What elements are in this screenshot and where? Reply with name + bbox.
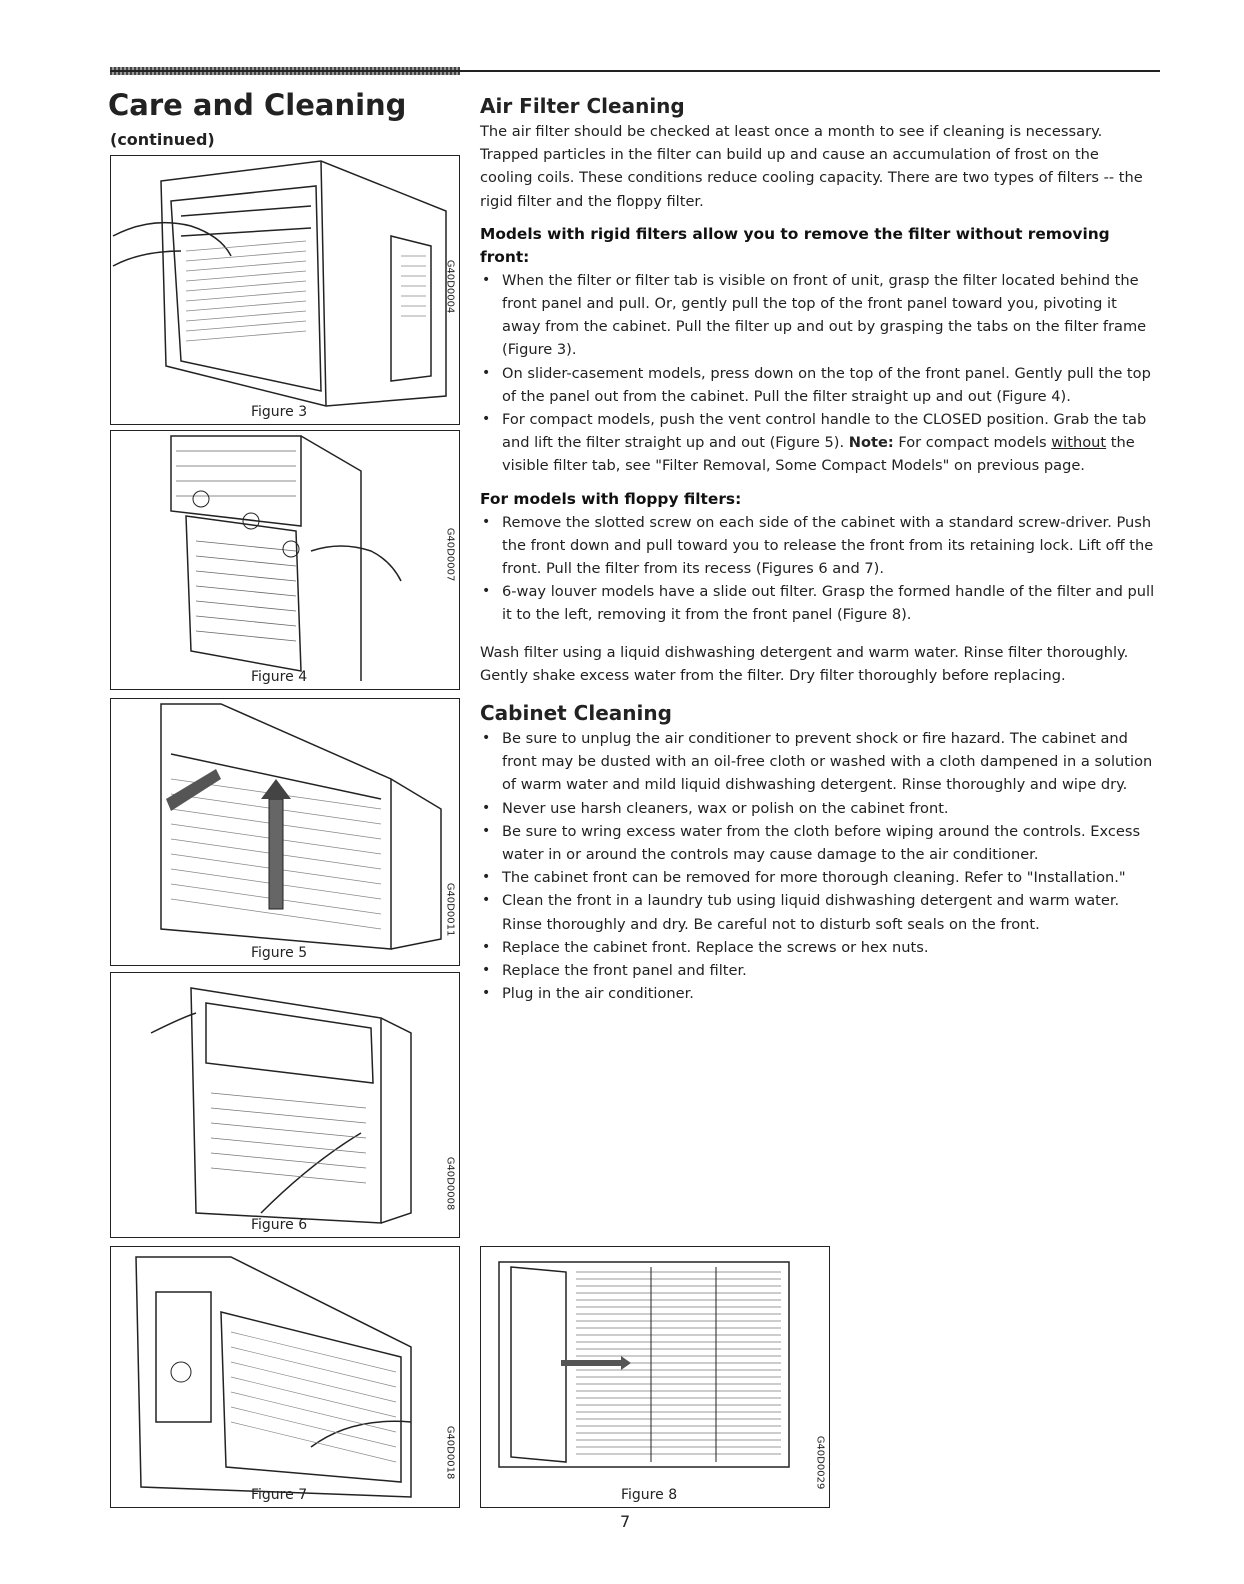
list-item: • When the filter or filter tab is visible on front of unit, grasp the filter located behind the front panel and pull. Or, gently pull the top of the front panel toward you, pivoting it away from the cabinet. Pull the filter up and out by grasping the tabs on the filter frame (Figure 3). xyxy=(480,269,1156,362)
air-filter-heading: Air Filter Cleaning xyxy=(480,94,685,118)
figure-7-illustration xyxy=(111,1247,459,1507)
note-label: Note: xyxy=(848,434,894,452)
cabinet-list xyxy=(480,727,1156,1005)
list-item: • Replace the front panel and filter. xyxy=(480,959,1156,982)
figure-3-illustration xyxy=(111,156,459,424)
page-number: 7 xyxy=(620,1512,631,1531)
list-item: • On slider-casement models, press down on the top of the front panel. Gently pull the top of the panel out from the cabinet. Pull the filter straight up and out (Figure 4). xyxy=(480,362,1156,408)
figure-5-caption: Figure 5 xyxy=(251,945,308,961)
list-item: • Be sure to unplug the air conditioner to prevent shock or fire hazard. The cabinet and front may be dusted with an oil-free cloth or washed with a cloth dampened in a solution of warm water and mild liquid dishwashing detergent. Rinse thoroughly and wipe dry. xyxy=(480,727,1156,797)
note-text: For compact models xyxy=(893,434,1052,452)
figure-6-illustration xyxy=(111,973,459,1237)
cabinet-heading: Cabinet Cleaning xyxy=(480,701,672,726)
list-item: • The cabinet front can be removed for more thorough cleaning. Refer to "Installation." xyxy=(480,866,1156,889)
figure-3 xyxy=(110,155,460,425)
right-column xyxy=(480,94,1156,1006)
list-item: • Plug in the air conditioner. xyxy=(480,982,1156,1005)
compact-text-after: the visible filter tab, see "Filter Removal, Some Compact Models" on previous page. xyxy=(502,434,1135,475)
page-subtitle: (continued) xyxy=(110,130,215,149)
figure-3-code: G40D0004 xyxy=(444,259,456,314)
figure-6 xyxy=(110,972,460,1238)
list-item: • Clean the front in a laundry tub using liquid dishwashing detergent and warm water. Rinse thoroughly and dry. Be careful not to disturb soft seals on the front. xyxy=(480,889,1156,935)
list-item: • Never use harsh cleaners, wax or polish on the cabinet front. xyxy=(480,797,1156,820)
figure-4-caption: Figure 4 xyxy=(251,669,308,685)
air-filter-intro: The air filter should be checked at least once a month to see if cleaning is necessary. Trapped particles in the filter can build up and cause an accumulation of frost on the cooling coils. These conditions reduce cooling capacity. There are two types of filters -- the rigid filter and the floppy filter. xyxy=(480,123,1143,210)
figure-6-caption: Figure 6 xyxy=(251,1217,308,1233)
list-item: • Replace the cabinet front. Replace the screws or hex nuts. xyxy=(480,936,1156,959)
list-item: • Be sure to wring excess water from the cloth before wiping around the controls. Excess water in or around the controls may cause damage to the air conditioner. xyxy=(480,820,1156,866)
figure-5 xyxy=(110,698,460,966)
compact-text-before: For compact models, push the vent control handle to the CLOSED position. Grab the tab and lift the filter straight up and out (Figure 5). xyxy=(502,411,1147,452)
figure-5-code: G40D0011 xyxy=(444,882,456,937)
figure-7 xyxy=(110,1246,460,1508)
figure-4 xyxy=(110,430,460,690)
rigid-filters-list xyxy=(480,269,1156,478)
figure-7-code: G40D0018 xyxy=(444,1425,456,1480)
header-rule xyxy=(110,70,1160,72)
figure-5-illustration xyxy=(111,699,459,965)
list-item: • 6-way louver models have a slide out filter. Grasp the formed handle of the filter and pull it to the left, removing it from the front panel (Figure 8). xyxy=(480,580,1156,626)
wash-paragraph: Wash filter using a liquid dishwashing detergent and warm water. Rinse filter thoroughly. Gently shake excess water from the filter. Dry filter thoroughly before replacing. xyxy=(480,643,1129,684)
list-item: • Remove the slotted screw on each side of the cabinet with a standard screw-driver. Push the front down and pull toward you to release the front from its retaining lock. Lift off the front. Pull the filter from its recess (Figures 6 and 7). xyxy=(480,511,1156,581)
figure-8 xyxy=(480,1246,830,1508)
floppy-filters-heading: For models with floppy filters: xyxy=(480,489,742,508)
figure-8-code: G40D0029 xyxy=(814,1435,826,1490)
rigid-filters-heading: Models with rigid filters allow you to remove the filter without removing front: xyxy=(480,224,1110,266)
figure-4-illustration xyxy=(111,431,459,689)
page-title: Care and Cleaning xyxy=(108,88,407,122)
figure-4-code: G40D0007 xyxy=(444,527,456,582)
note-underlined: without xyxy=(1051,434,1107,452)
list-item-compact xyxy=(480,408,1156,478)
figure-8-illustration xyxy=(481,1247,829,1507)
figure-7-caption: Figure 7 xyxy=(251,1487,308,1503)
figure-6-code: G40D0008 xyxy=(444,1156,456,1211)
floppy-filters-list xyxy=(480,511,1156,627)
figure-8-caption: Figure 8 xyxy=(621,1487,678,1503)
figure-3-caption: Figure 3 xyxy=(251,404,308,420)
